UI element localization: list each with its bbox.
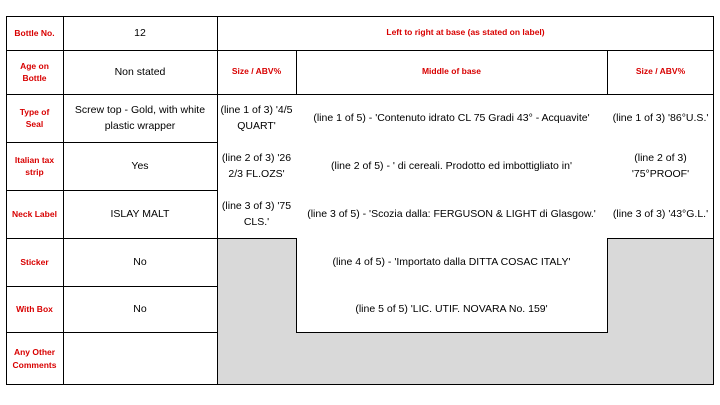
row-line-5 xyxy=(6,238,297,239)
value-italian-tax-strip: Yes xyxy=(131,159,149,172)
divider-label-value xyxy=(63,16,64,385)
middle-line-5: (line 5 of 5) 'LIC. UTIF. NOVARA No. 159' xyxy=(355,302,548,315)
label-type-of-seal: Type of Seal xyxy=(19,106,50,129)
row-line-3 xyxy=(6,142,217,143)
value-type-of-seal: Screw top - Gold, with white plastic wrapper xyxy=(74,103,206,132)
row-line-7 xyxy=(6,332,217,333)
divider-value-base xyxy=(217,16,218,385)
left-size-line-3: (line 3 of 3) '75 CLS.' xyxy=(221,199,292,228)
label-bottle-no: Bottle No. xyxy=(14,27,55,38)
left-size-line-1: (line 1 of 3) '4/5 QUART' xyxy=(220,103,293,132)
border-right xyxy=(713,16,714,385)
left-size-line-2: (line 2 of 3) '26 2/3 FL.OZS' xyxy=(221,151,292,180)
label-neck-label: Neck Label xyxy=(12,208,57,219)
value-any-other-comments xyxy=(63,332,217,385)
value-neck-label: ISLAY MALT xyxy=(110,207,170,220)
divider-right-middle-lower xyxy=(607,238,608,332)
right-size-line-1: (line 1 of 3) '86°U.S.' xyxy=(612,111,709,124)
row-line-4 xyxy=(6,190,217,191)
row-line-7-middle xyxy=(296,332,608,333)
middle-of-base-header: Middle of base xyxy=(421,66,482,77)
middle-line-1: (line 1 of 5) - 'Contenuto idrato CL 75 Gradi 43° - Acquavite' xyxy=(313,111,590,124)
border-bottom xyxy=(6,384,714,385)
value-age-on-bottle: Non stated xyxy=(114,65,166,78)
divider-left-middle-lower xyxy=(296,238,297,332)
left-size-abv-header: Size / ABV% xyxy=(231,66,282,77)
empty-area-left xyxy=(217,238,296,385)
label-age-on-bottle: Age on Bottle xyxy=(20,60,49,83)
row-line-5-right xyxy=(607,238,714,239)
right-size-abv-header: Size / ABV% xyxy=(635,66,686,77)
right-size-line-3: (line 3 of 3) '43°G.L.' xyxy=(612,207,709,220)
row-line-2 xyxy=(6,94,714,95)
label-with-box: With Box xyxy=(16,303,53,314)
empty-area-right xyxy=(607,238,714,385)
border-left xyxy=(6,16,7,385)
empty-area-bottom xyxy=(296,332,607,385)
value-sticker: No xyxy=(133,255,147,268)
divider-right-middle-header xyxy=(607,50,608,94)
row-line-6 xyxy=(6,286,217,287)
value-bottle-no: 12 xyxy=(134,26,146,39)
divider-left-middle-header xyxy=(296,50,297,94)
middle-line-2: (line 2 of 5) - ' di cereali. Prodotto ed imbottigliato in' xyxy=(331,159,572,172)
middle-line-4: (line 4 of 5) - 'Importato dalla DITTA COSAC ITALY' xyxy=(332,255,571,268)
label-italian-tax-strip: Italian tax strip xyxy=(14,154,55,177)
right-size-line-2: (line 2 of 3) '75°PROOF' xyxy=(631,151,690,180)
value-with-box: No xyxy=(133,302,147,315)
label-any-other-comments: Any Other Comments xyxy=(12,347,57,370)
base-title: Left to right at base (as stated on label) xyxy=(386,27,545,38)
middle-line-3: (line 3 of 5) - 'Scozia dalla: FERGUSON & LIGHT di Glasgow.' xyxy=(307,207,596,220)
row-line-1 xyxy=(6,50,714,51)
label-sticker: Sticker xyxy=(20,256,49,267)
border-top xyxy=(6,16,714,17)
